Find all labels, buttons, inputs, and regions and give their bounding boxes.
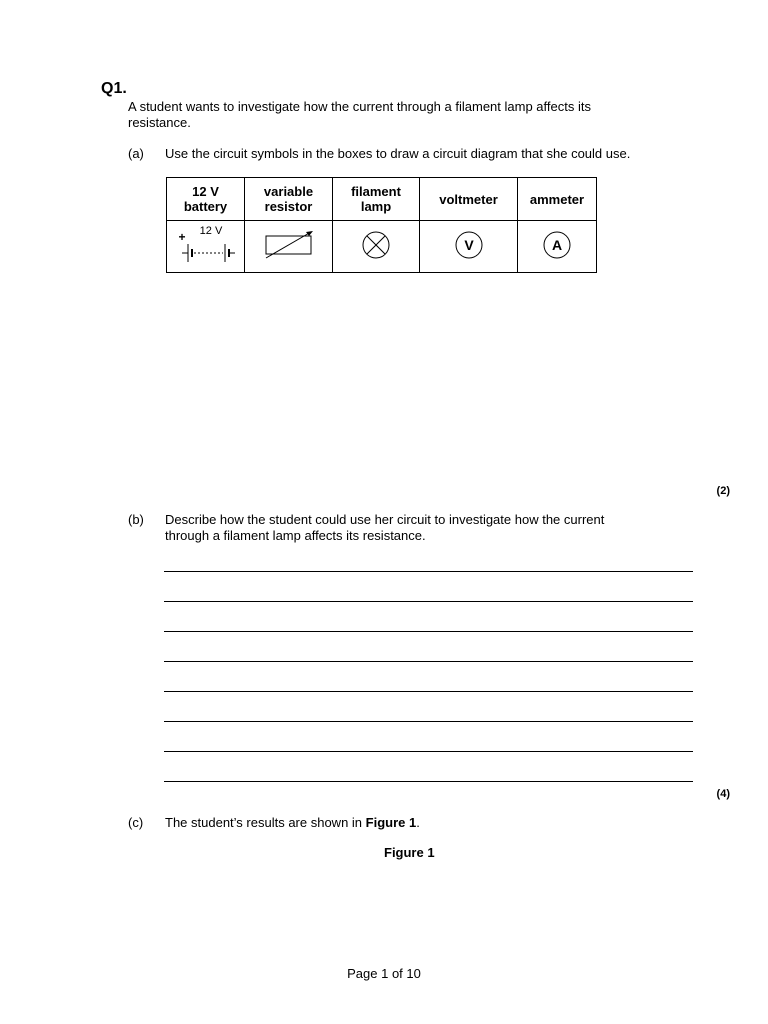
voltmeter-icon: [420, 221, 517, 269]
header-resistor-line1: variable: [263, 184, 314, 199]
ammeter-letter: A: [551, 237, 563, 253]
header-lamp-line1: filament: [351, 184, 401, 199]
header-variable-resistor: [245, 178, 333, 221]
answer-line[interactable]: [164, 661, 693, 662]
battery-symbol-icon: [167, 221, 244, 269]
part-a-marks: (2): [716, 485, 730, 497]
page-footer: Page 1 of 10: [347, 966, 421, 981]
filament-lamp-icon: [333, 221, 419, 269]
answer-line[interactable]: [164, 721, 693, 722]
header-filament-lamp: [333, 178, 420, 221]
header-voltmeter: [420, 178, 518, 221]
header-battery-line1: 12 V: [192, 184, 219, 199]
header-ammeter-line1: ammeter: [529, 191, 585, 207]
question-intro: [128, 99, 648, 131]
answer-line[interactable]: [164, 631, 693, 632]
intro-line-2: resistance.: [128, 115, 191, 130]
part-a-letter: (a): [128, 146, 144, 161]
part-c-text-end: .: [416, 815, 420, 830]
voltmeter-symbol-cell: [420, 221, 518, 273]
variable-resistor-symbol-cell: [245, 221, 333, 273]
part-c-text-plain: The student’s results are shown in: [165, 815, 366, 830]
voltmeter-letter: V: [464, 237, 474, 253]
filament-lamp-symbol-cell: [333, 221, 420, 273]
part-b-letter: (b): [128, 512, 144, 527]
header-voltmeter-line1: voltmeter: [439, 191, 498, 207]
header-battery-line2: battery: [183, 199, 228, 214]
header-resistor-line2: resistor: [264, 199, 313, 214]
part-c-letter: (c): [128, 815, 144, 830]
part-b-text-line-2: through a filament lamp affects its resistance.: [165, 528, 426, 543]
answer-line[interactable]: [164, 571, 693, 572]
header-battery: [167, 178, 245, 221]
intro-line-1: A student wants to investigate how the current through a filament lamp affects its: [128, 99, 591, 114]
answer-line[interactable]: [164, 691, 693, 692]
variable-resistor-icon: [245, 221, 332, 269]
answer-line[interactable]: [164, 751, 693, 752]
part-b-text-line-1: Describe how the student could use her circuit to investigate how the current: [165, 512, 605, 527]
battery-voltage-label: 12 V: [199, 225, 223, 237]
part-c-figure-reference: Figure 1: [365, 815, 417, 830]
ammeter-icon: [518, 221, 596, 269]
answer-line[interactable]: [164, 781, 693, 782]
part-a-text: Use the circuit symbols in the boxes to draw a circuit diagram that she could use.: [165, 146, 631, 161]
battery-plus-sign: +: [178, 230, 186, 244]
header-ammeter: [518, 178, 597, 221]
ammeter-symbol-cell: [518, 221, 597, 273]
circuit-symbols-table: [166, 177, 597, 273]
battery-symbol-cell: [167, 221, 245, 273]
figure-caption: Figure 1: [384, 845, 435, 860]
part-b-text: [165, 512, 685, 544]
part-c-text: [165, 815, 420, 831]
part-b-marks: (4): [716, 788, 730, 800]
question-number: Q1.: [101, 80, 127, 97]
answer-line[interactable]: [164, 601, 693, 602]
header-lamp-line2: lamp: [360, 199, 392, 214]
